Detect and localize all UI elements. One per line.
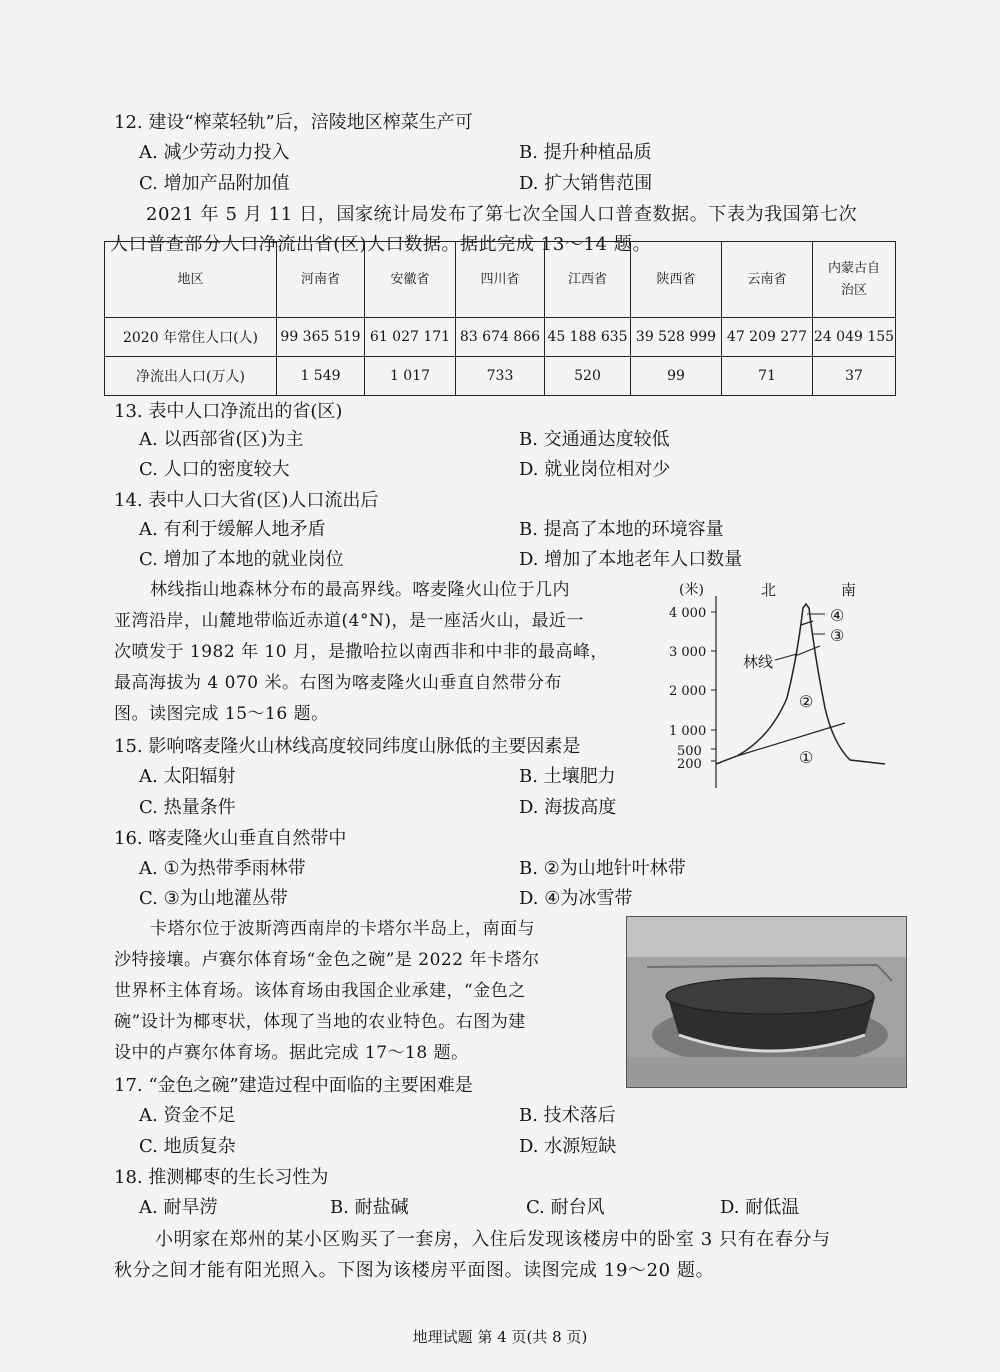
q18-option-c: C. 耐台风 xyxy=(526,1197,605,1218)
q15-stem: 15. 影响喀麦隆火山林线高度较同纬度山脉低的主要因素是 xyxy=(114,736,581,757)
figure-zone-4: ④ xyxy=(830,606,845,625)
intro19-line1: 小明家在郑州的某小区购买了一套房，入住后发现该楼房中的卧室 3 只有在春分与 xyxy=(155,1229,831,1250)
figure-zone-1: ① xyxy=(799,748,814,767)
q15-option-a: A. 太阳辐射 xyxy=(139,766,236,787)
q18-option-d: D. 耐低温 xyxy=(720,1197,800,1218)
volcano-zone-diagram xyxy=(675,578,905,798)
q14-option-a: A. 有利于缓解人地矛盾 xyxy=(139,519,326,540)
q13-option-b: B. 交通通达度较低 xyxy=(519,429,670,450)
table-cell: 37 xyxy=(813,357,896,396)
table-header: 陕西省 xyxy=(631,242,722,318)
q12-option-c: C. 增加产品附加值 xyxy=(139,173,290,194)
table-cell: 99 xyxy=(631,357,722,396)
table-header: 河南省 xyxy=(277,242,365,318)
q15-option-c: C. 热量条件 xyxy=(139,797,236,818)
figure-zone-2: ② xyxy=(799,692,814,711)
intro15-line: 最高海拔为 4 070 米。右图为喀麦隆火山垂直自然带分布 xyxy=(114,673,562,693)
intro17-paragraph xyxy=(114,914,614,1069)
table-cell: 1 549 xyxy=(277,357,365,396)
q12-option-d: D. 扩大销售范围 xyxy=(519,173,653,194)
row-label: 2020 年常住人口(人) xyxy=(105,318,277,357)
figure-tick: 2 000 xyxy=(669,684,707,699)
intro15-line: 亚湾沿岸，山麓地带临近赤道(4°N)，是一座活火山，最近一 xyxy=(114,611,584,631)
q17-stem: 17. “金色之碗”建造过程中面临的主要困难是 xyxy=(114,1075,473,1096)
table-row xyxy=(105,357,896,396)
row-label: 净流出人口(万人) xyxy=(105,357,277,396)
intro15-line: 林线指山地森林分布的最高界线。喀麦隆火山位于几内 xyxy=(150,580,570,600)
q17-option-a: A. 资金不足 xyxy=(139,1105,236,1126)
q18-option-b: B. 耐盐碱 xyxy=(330,1197,409,1218)
q15-option-d: D. 海拔高度 xyxy=(519,797,617,818)
q18-option-a: A. 耐旱涝 xyxy=(139,1197,218,1218)
intro17-line: 卡塔尔位于波斯湾西南岸的卡塔尔半岛上，南面与 xyxy=(150,919,535,939)
stadium-photo xyxy=(626,916,907,1088)
q13-option-a: A. 以西部省(区)为主 xyxy=(139,429,304,450)
figure-tick: 4 000 xyxy=(669,606,707,621)
q14-stem: 14. 表中人口大省(区)人口流出后 xyxy=(114,490,379,511)
q16-stem: 16. 喀麦隆火山垂直自然带中 xyxy=(114,828,347,849)
q12-option-b: B. 提升种植品质 xyxy=(519,142,652,163)
q14-option-d: D. 增加了本地老年人口数量 xyxy=(519,549,743,570)
q13-option-c: C. 人口的密度较大 xyxy=(139,459,290,480)
table-header: 地区 xyxy=(105,242,277,318)
q14-option-c: C. 增加了本地的就业岗位 xyxy=(139,549,344,570)
table-header: 云南省 xyxy=(722,242,813,318)
intro19-line2: 秋分之间才能有阳光照入。下图为该楼房平面图。读图完成 19～20 题。 xyxy=(114,1260,715,1281)
intro17-line: 沙特接壤。卢赛尔体育场“金色之碗”是 2022 年卡塔尔 xyxy=(114,950,540,970)
q15-option-b: B. 土壤肥力 xyxy=(519,766,616,787)
figure-treeline-label: 林线 xyxy=(743,653,774,671)
intro15-line: 图。读图完成 15～16 题。 xyxy=(114,704,329,724)
figure-tick: 500 xyxy=(677,744,702,759)
table-cell: 83 674 866 xyxy=(456,318,545,357)
table-header: 内蒙古自治区 xyxy=(813,242,896,318)
q16-option-a: A. ①为热带季雨林带 xyxy=(139,858,306,879)
table-cell: 47 209 277 xyxy=(722,318,813,357)
q16-option-c: C. ③为山地灌丛带 xyxy=(139,888,288,909)
intro15-paragraph xyxy=(114,575,659,730)
table-row xyxy=(105,318,896,357)
q17-option-b: B. 技术落后 xyxy=(519,1105,616,1126)
table-cell: 45 188 635 xyxy=(545,318,631,357)
q16-option-d: D. ④为冰雪带 xyxy=(519,888,633,909)
q12-option-a: A. 减少劳动力投入 xyxy=(139,142,290,163)
population-table xyxy=(104,241,896,396)
q16-option-b: B. ②为山地针叶林带 xyxy=(519,858,686,879)
q13-option-d: D. 就业岗位相对少 xyxy=(519,459,671,480)
stadium-image xyxy=(627,917,906,1087)
q17-option-d: D. 水源短缺 xyxy=(519,1136,617,1157)
volcano-zone-figure xyxy=(669,578,905,798)
figure-tick: 1 000 xyxy=(669,724,707,739)
intro13-line2: 人口普查部分人口净流出省(区)人口数据。据此完成 13～14 题。 xyxy=(110,234,652,255)
q18-stem: 18. 推测椰枣的生长习性为 xyxy=(114,1167,329,1188)
table-cell: 71 xyxy=(722,357,813,396)
intro17-line: 设中的卢赛尔体育场。据此完成 17～18 题。 xyxy=(114,1043,469,1063)
table-cell: 99 365 519 xyxy=(277,318,365,357)
figure-north: 北 xyxy=(761,581,777,599)
table-cell: 24 049 155 xyxy=(813,318,896,357)
table-cell: 1 017 xyxy=(365,357,456,396)
table-cell: 520 xyxy=(545,357,631,396)
figure-unit: (米) xyxy=(679,582,704,598)
figure-south: 南 xyxy=(841,581,857,599)
table-header: 四川省 xyxy=(456,242,545,318)
q13-stem: 13. 表中人口净流出的省(区) xyxy=(114,401,343,422)
table-header: 安徽省 xyxy=(365,242,456,318)
table-cell: 39 528 999 xyxy=(631,318,722,357)
figure-tick: 200 xyxy=(677,757,702,772)
table-header-row xyxy=(105,242,896,318)
table-cell: 733 xyxy=(456,357,545,396)
q17-option-c: C. 地质复杂 xyxy=(139,1136,236,1157)
intro13-line1: 2021 年 5 月 11 日，国家统计局发布了第七次全国人口普查数据。下表为我国第七次 xyxy=(146,204,858,225)
figure-zone-3: ③ xyxy=(830,626,845,645)
q14-option-b: B. 提高了本地的环境容量 xyxy=(519,519,724,540)
intro17-line: 世界杯主体育场。该体育场由我国企业承建，“金色之 xyxy=(114,981,526,1001)
table-cell: 61 027 171 xyxy=(365,318,456,357)
intro17-line: 碗”设计为椰枣状，体现了当地的农业特色。右图为建 xyxy=(114,1012,526,1032)
intro15-line: 次喷发于 1982 年 10 月，是撒哈拉以南西非和中非的最高峰， xyxy=(114,642,609,662)
figure-tick: 3 000 xyxy=(669,645,707,660)
page-footer: 地理试题 第 4 页(共 8 页) xyxy=(412,1328,588,1346)
q12-stem: 12. 建设“榨菜轻轨”后，涪陵地区榨菜生产可 xyxy=(114,112,473,133)
table-header: 江西省 xyxy=(545,242,631,318)
